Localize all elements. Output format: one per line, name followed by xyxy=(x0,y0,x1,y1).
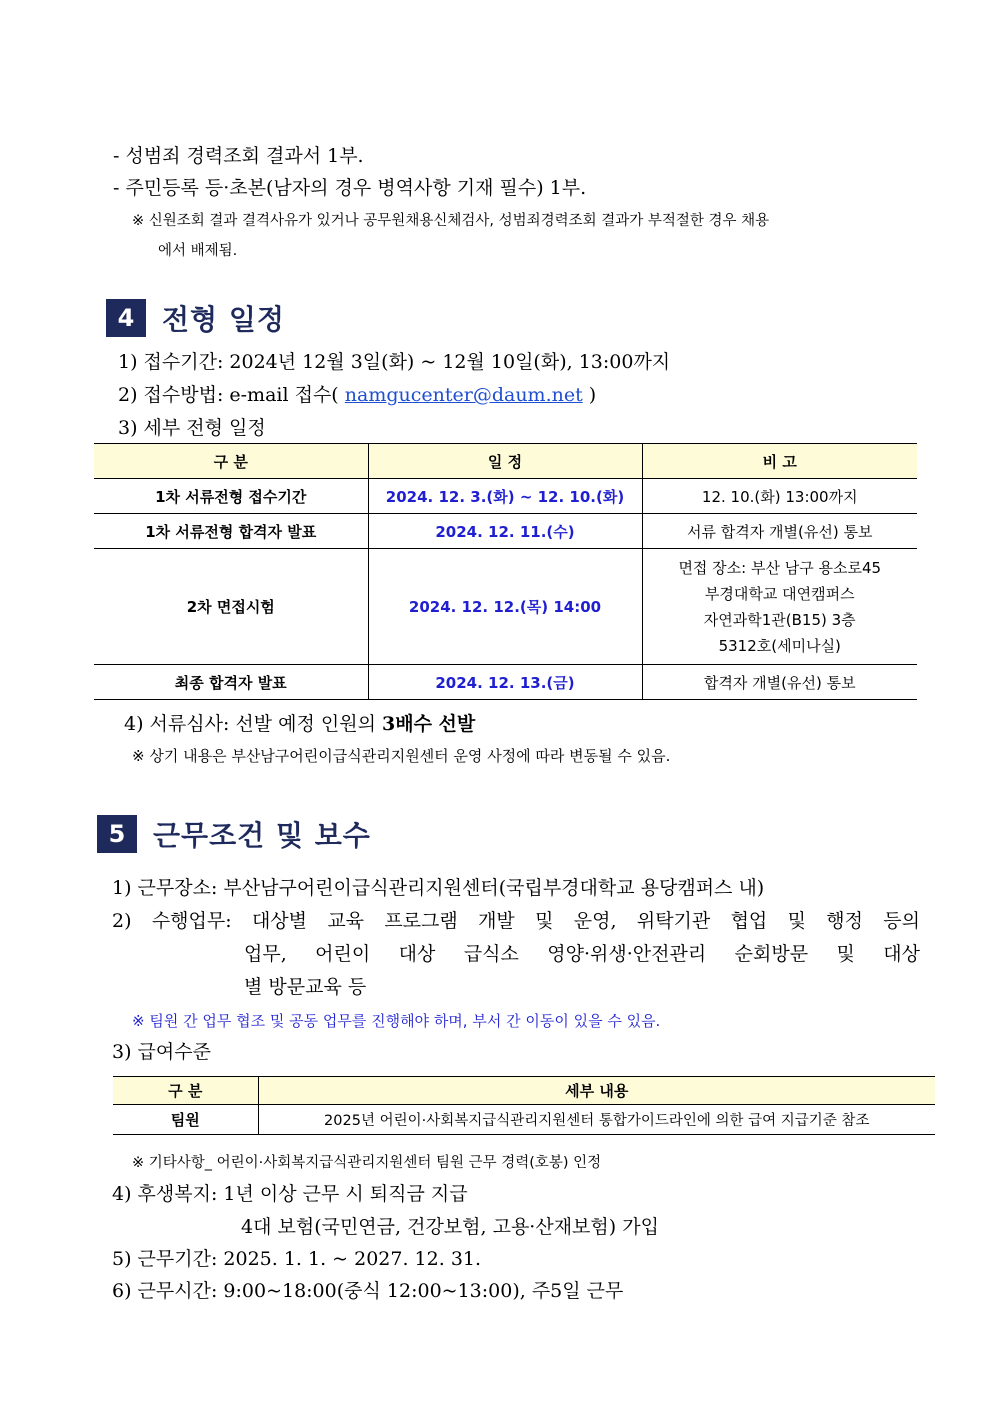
salary-header-detail: 세부 내용 xyxy=(258,1077,935,1105)
sec4-item-4-bold: 3배수 선발 xyxy=(382,713,476,735)
exclusion-note-line-1: ※ 신원조회 결과 결격사유가 있거나 공무원채용신체검사, 성범죄경력조회 결과가 부적절한 경우 채용 xyxy=(132,213,770,229)
table-row xyxy=(94,514,917,549)
sec4-item-4 xyxy=(124,709,475,736)
schedule-header-category: 구 분 xyxy=(94,444,368,479)
interview-location-line: 5312호(세미나실) xyxy=(718,636,841,655)
section-4-title: 전형 일정 xyxy=(162,303,285,336)
schedule-cell-category: 1차 서류전형 접수기간 xyxy=(94,479,368,514)
salary-header-category: 구 분 xyxy=(113,1077,258,1105)
requirement-line-1: - 성범죄 경력조회 결과서 1부. xyxy=(113,145,364,167)
schedule-cell-remarks: 12. 10.(화) 13:00까지 xyxy=(642,479,917,514)
schedule-cell-category: 2차 면접시험 xyxy=(94,549,368,665)
exclusion-note-line-2: 에서 배제됨. xyxy=(158,243,238,259)
schedule-cell-category: 1차 서류전형 합격자 발표 xyxy=(94,514,368,549)
schedule-cell-category: 최종 합격자 발표 xyxy=(94,665,368,700)
sec4-item-2 xyxy=(118,380,596,407)
interview-location-line: 자연과학1관(B15) 3층 xyxy=(703,610,856,629)
salary-table xyxy=(113,1076,935,1135)
table-row xyxy=(94,479,917,514)
sec5-item-4-line-1: 4) 후생복지: 1년 이상 근무 시 퇴직금 지급 xyxy=(112,1183,468,1205)
sec4-item-3: 3) 세부 전형 일정 xyxy=(118,417,266,439)
sec5-item-1: 1) 근무장소: 부산남구어린이급식관리지원센터(국립부경대학교 용당캠퍼스 내) xyxy=(112,877,765,899)
sec5-item-2-line-1: 2) 수행업무: 대상별 교육 프로그램 개발 및 운영, 위탁기관 협업 및 행정 등의 xyxy=(112,910,920,932)
schedule-header-remarks: 비 고 xyxy=(642,444,917,479)
section-5-number: 5 xyxy=(97,815,137,853)
sec5-item-3: 3) 급여수준 xyxy=(112,1041,211,1063)
section-4-number: 4 xyxy=(106,299,146,337)
schedule-cell-date: 2024. 12. 3.(화) ~ 12. 10.(화) xyxy=(368,479,642,514)
section-5-header xyxy=(97,814,371,854)
schedule-cell-remarks: 합격자 개별(유선) 통보 xyxy=(642,665,917,700)
sec5-note-2: ※ 기타사항_ 어린이·사회복지급식관리지원센터 팀원 근무 경력(호봉) 인정 xyxy=(132,1155,602,1171)
sec5-item-5: 5) 근무기간: 2025. 1. 1. ~ 2027. 12. 31. xyxy=(112,1248,482,1270)
salary-cell-detail: 2025년 어린이·사회복지급식관리지원센터 통합가이드라인에 의한 급여 지급기준 참조 xyxy=(258,1105,935,1135)
section-5-title: 근무조건 및 보수 xyxy=(153,819,371,852)
sec4-item-4-prefix: 4) 서류심사: 선발 예정 인원의 xyxy=(124,713,382,735)
sec4-note: ※ 상기 내용은 부산남구어린이급식관리지원센터 운영 사정에 따라 변동될 수 있음. xyxy=(132,747,671,765)
sec4-item-2-suffix: ) xyxy=(582,384,597,406)
sec5-blue-note: ※ 팀원 간 업무 협조 및 공동 업무를 진행해야 하며, 부서 간 이동이 있을 수 있음. xyxy=(132,1012,661,1030)
schedule-cell-remarks: 서류 합격자 개별(유선) 통보 xyxy=(642,514,917,549)
section-4-header xyxy=(106,298,285,338)
sec4-item-2-prefix: 2) 접수방법: e-mail 접수( xyxy=(118,384,345,406)
sec4-item-1: 1) 접수기간: 2024년 12월 3일(화) ~ 12월 10일(화), 13:00까지 xyxy=(118,351,671,373)
sec5-item-6: 6) 근무시간: 9:00~18:00(중식 12:00~13:00), 주5일 근무 xyxy=(112,1280,624,1302)
table-row xyxy=(94,549,917,665)
schedule-table-header xyxy=(94,444,917,479)
salary-cell-category: 팀원 xyxy=(113,1105,258,1135)
schedule-table xyxy=(94,443,917,700)
schedule-cell-date: 2024. 12. 11.(수) xyxy=(368,514,642,549)
interview-location-line: 면접 장소: 부산 남구 용소로45 xyxy=(678,558,882,577)
email-link[interactable]: namgucenter@daum.net xyxy=(344,384,583,406)
schedule-cell-remarks xyxy=(642,549,917,665)
schedule-cell-date: 2024. 12. 13.(금) xyxy=(368,665,642,700)
table-row xyxy=(94,665,917,700)
schedule-header-date: 일 정 xyxy=(368,444,642,479)
sec5-item-2-line-2: 업무, 어린이 대상 급식소 영양·위생·안전관리 순회방문 및 대상 xyxy=(244,943,920,965)
salary-table-header xyxy=(113,1077,935,1105)
requirement-line-2: - 주민등록 등·초본(남자의 경우 병역사항 기재 필수) 1부. xyxy=(113,177,587,199)
sec5-item-4-line-2: 4대 보험(국민연금, 건강보험, 고용·산재보험) 가입 xyxy=(241,1216,659,1238)
table-row xyxy=(113,1105,935,1135)
schedule-cell-date: 2024. 12. 12.(목) 14:00 xyxy=(368,549,642,665)
sec5-item-2-line-3: 별 방문교육 등 xyxy=(244,976,367,998)
interview-location-line: 부경대학교 대연캠퍼스 xyxy=(704,584,855,603)
